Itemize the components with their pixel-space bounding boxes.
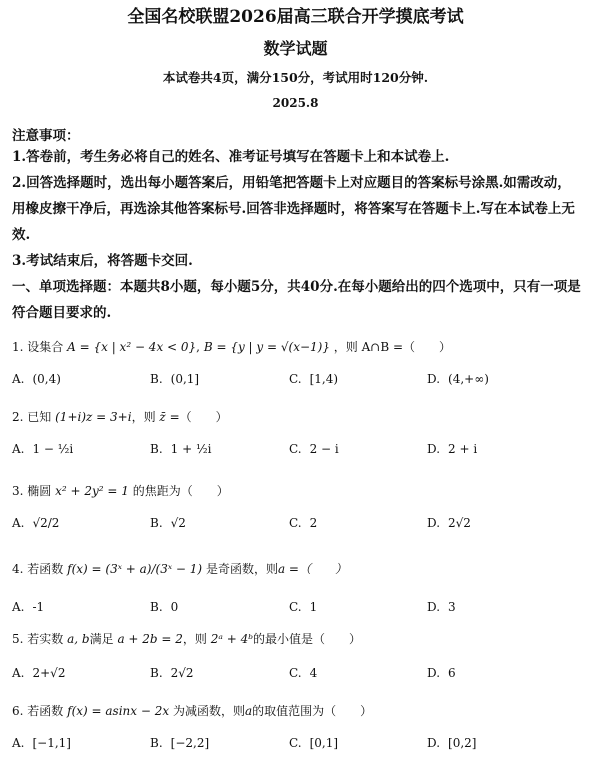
option-value: 2√2 xyxy=(448,516,471,530)
option-value: 1 + ½i xyxy=(170,442,212,456)
option-value: 2 − i xyxy=(309,442,339,456)
options-q5 xyxy=(12,666,582,692)
option-d[interactable]: D. [0,2] xyxy=(427,736,477,750)
question-number: 5. xyxy=(12,632,24,646)
question-stem-suffix: a =（ ） xyxy=(277,562,347,576)
subject-title: 数学试题 xyxy=(263,39,328,58)
notice-item-3: 3.考试结束后，将答题卡交回. xyxy=(12,253,193,269)
question-stem-suffix: =（ ） xyxy=(169,410,228,424)
option-b[interactable]: B. √2 xyxy=(150,516,186,530)
question-4 xyxy=(12,560,347,577)
option-value: 2√2 xyxy=(170,666,194,680)
question-stem-mid-2: ，则 xyxy=(182,632,207,646)
question-expression: (1+i)z = 3+i xyxy=(55,410,132,424)
question-variables: a, b xyxy=(67,632,90,646)
set-a-expression: A = {x | x² − 4x < 0} xyxy=(67,340,197,354)
option-value: 2 + i xyxy=(448,442,478,456)
question-stem-prefix: 若实数 xyxy=(27,632,64,646)
question-stem-mid: 满足 xyxy=(89,632,114,646)
option-value: [−1,1] xyxy=(32,736,71,750)
option-d[interactable]: D. (4,+∞) xyxy=(427,372,489,386)
exam-date: 2025.8 xyxy=(272,96,319,110)
option-a[interactable]: A. 2+√2 xyxy=(12,666,66,680)
option-a[interactable]: A. 1 − ½i xyxy=(12,442,74,456)
question-stem-mid: ，则 xyxy=(131,410,156,424)
option-d[interactable]: D. 3 xyxy=(427,600,456,614)
question-5 xyxy=(12,630,361,647)
notice-item-2: 2.回答选择题时，选出每小题答案后，用铅笔把答题卡上对应题目的答案标号涂黑.如需改动，用橡皮擦干净后，再选涂其他答案标号.回答非选择题时，将答案写在答题卡上.写在本试卷上无效. xyxy=(12,175,575,243)
options-q6 xyxy=(12,736,582,762)
section-heading: 一、单项选择题：本题共8小题，每小题5分，共40分.在每小题给出的四个选项中，只有一项是符合题目要求的. xyxy=(12,279,581,321)
question-stem-mid: 为减函数，则 xyxy=(172,704,245,718)
question-stem-prefix: 若函数 xyxy=(27,562,64,576)
question-expression-2: 2ᵃ + 4ᵇ xyxy=(210,632,254,646)
option-b[interactable]: B. 2√2 xyxy=(150,666,194,680)
option-value: 2+√2 xyxy=(32,666,66,680)
option-a[interactable]: A. (0,4) xyxy=(12,372,61,386)
option-d[interactable]: D. 6 xyxy=(427,666,456,680)
option-value: (0,1] xyxy=(170,372,200,386)
option-b[interactable]: B. 1 + ½i xyxy=(150,442,212,456)
option-value: 1 − ½i xyxy=(32,442,74,456)
question-stem-suffix: 的焦距为（ ） xyxy=(132,484,229,498)
options-q2 xyxy=(12,442,582,468)
option-a[interactable]: A. -1 xyxy=(12,600,45,614)
question-expression: a + 2b = 2 xyxy=(117,632,183,646)
options-q4 xyxy=(12,600,582,626)
option-value: [0,2] xyxy=(448,736,477,750)
option-b[interactable]: B. [−2,2] xyxy=(150,736,210,750)
option-c[interactable]: C. 1 xyxy=(289,600,318,614)
question-stem-mid: 是奇函数，则 xyxy=(205,562,278,576)
question-stem-suffix: 的最小值是（ ） xyxy=(253,632,362,646)
option-c[interactable]: C. 2 xyxy=(289,516,318,530)
question-expression: f(x) = (3ˣ + a)/(3ˣ − 1) xyxy=(67,562,203,576)
option-d[interactable]: D. 2√2 xyxy=(427,516,471,530)
question-variable: z̄ xyxy=(159,410,166,424)
question-stem-suffix: 的取值范围为（ ） xyxy=(252,704,373,718)
options-q3 xyxy=(12,516,582,542)
question-6 xyxy=(12,702,372,719)
question-2 xyxy=(12,408,228,425)
option-value: [0,1] xyxy=(309,736,339,750)
set-b-expression: B = {y | y = √(x−1)} xyxy=(203,340,330,354)
option-value: √2 xyxy=(170,516,186,530)
option-c[interactable]: C. 2 − i xyxy=(289,442,339,456)
question-number: 3. xyxy=(12,484,24,498)
question-1: 1. 设集合 A = {x | x² − 4x < 0}, B = {y | y = √(x−1)} ，则 A∩B =（ ） xyxy=(12,340,452,354)
option-value: 6 xyxy=(448,666,456,680)
question-variable: a xyxy=(244,704,253,718)
question-number: 6. xyxy=(12,704,24,718)
question-stem-prefix: 椭圆 xyxy=(27,484,52,498)
option-value: (0,4) xyxy=(32,372,61,386)
exam-title: 全国名校联盟2026届高三联合开学摸底考试 xyxy=(127,7,464,27)
notice-item-1: 1.答卷前，考生务必将自己的姓名、准考证号填写在答题卡上和本试卷上. xyxy=(12,149,450,165)
option-value: 0 xyxy=(170,600,179,614)
question-number: 1. xyxy=(12,340,24,354)
option-a[interactable]: A. [−1,1] xyxy=(12,736,71,750)
option-b[interactable]: B. (0,1] xyxy=(150,372,200,386)
question-stem-prefix: 已知 xyxy=(27,410,52,424)
option-value: (4,+∞) xyxy=(448,372,489,386)
option-a[interactable]: A. √2/2 xyxy=(12,516,60,530)
option-d[interactable]: D. 2 + i xyxy=(427,442,478,456)
option-c[interactable]: C. [0,1] xyxy=(289,736,339,750)
option-value: 1 xyxy=(309,600,318,614)
option-value: √2/2 xyxy=(32,516,60,530)
question-stem-prefix: 设集合 xyxy=(27,340,64,354)
option-value: -1 xyxy=(32,600,45,614)
exam-info: 本试卷共4页，满分150分，考试用时120分钟. xyxy=(162,70,429,85)
question-stem-prefix: 若函数 xyxy=(27,704,64,718)
question-number: 2. xyxy=(12,410,24,424)
option-value: [1,4) xyxy=(309,372,339,386)
question-expression: f(x) = asinx − 2x xyxy=(67,704,170,718)
option-c[interactable]: C. [1,4) xyxy=(289,372,339,386)
question-expression: x² + 2y² = 1 xyxy=(55,484,129,498)
question-number: 4. xyxy=(12,562,24,576)
notice-heading: 注意事项： xyxy=(12,128,80,144)
question-stem-suffix: ，则 A∩B =（ ） xyxy=(333,340,452,354)
option-b[interactable]: B. 0 xyxy=(150,600,179,614)
question-3 xyxy=(12,482,229,499)
option-value: 4 xyxy=(309,666,318,680)
option-value: [−2,2] xyxy=(170,736,210,750)
option-value: 3 xyxy=(448,600,456,614)
options-q1 xyxy=(12,372,582,398)
option-value: 2 xyxy=(309,516,318,530)
option-c[interactable]: C. 4 xyxy=(289,666,318,680)
